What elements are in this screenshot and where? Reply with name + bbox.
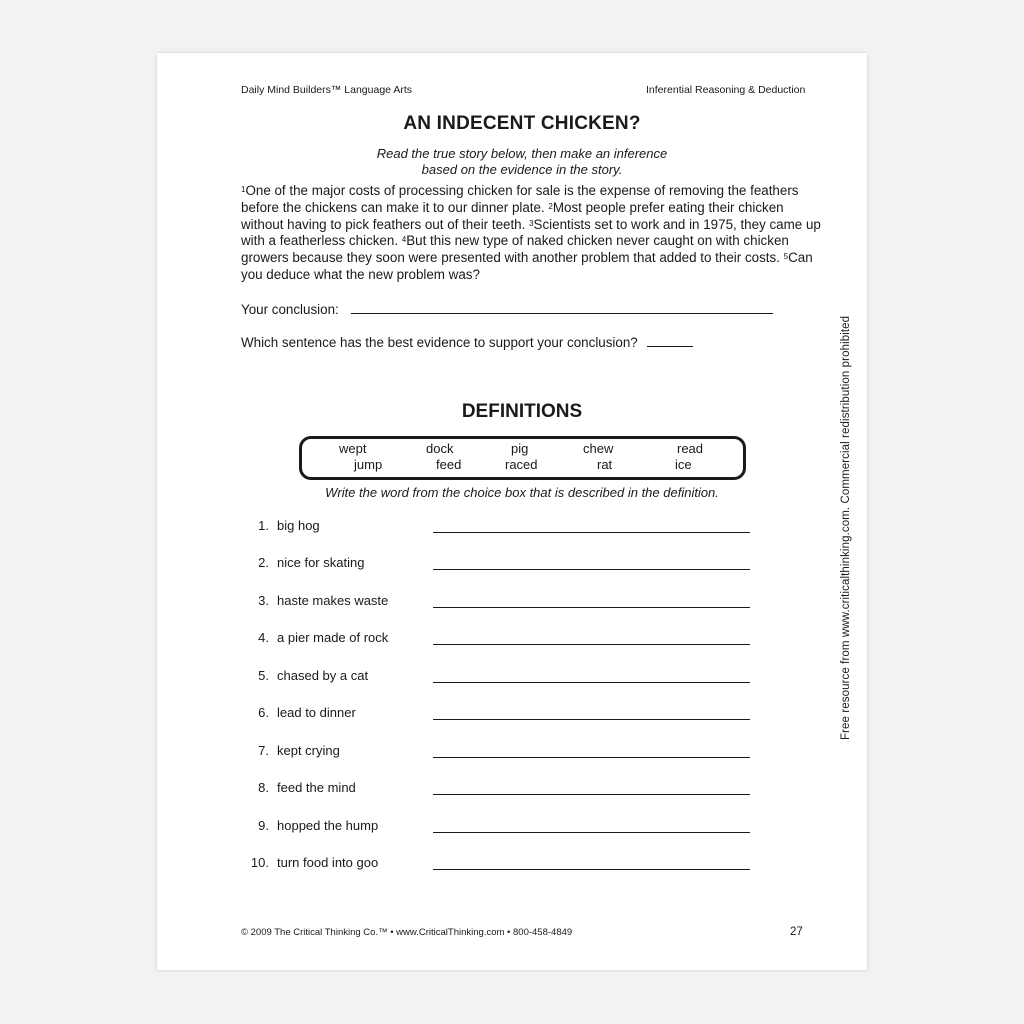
- sentence-number: 2: [548, 201, 553, 211]
- choice-word: ice: [675, 457, 692, 472]
- item-definition: a pier made of rock: [277, 630, 389, 645]
- choice-word: dock: [426, 441, 454, 456]
- story-sentence: Scientists set to work and in 1975, they came up with a featherless chicken.: [241, 216, 821, 249]
- sentence-number: 3: [529, 218, 534, 228]
- header-left: Daily Mind Builders™ Language Arts: [241, 84, 413, 96]
- definitions-instruction: Write the word from the choice box that is described in the definition.: [325, 485, 719, 500]
- item-number: 8.: [258, 780, 269, 795]
- worksheet-page: [157, 53, 867, 970]
- sentence-number: 4: [401, 235, 407, 245]
- side-note: Free resource from www.criticalthinking.com. Commercial redistribution prohibited: [840, 315, 852, 740]
- story-sentence: Most people prefer eating their chicken without having to pick feathers out of their teeth.: [241, 199, 784, 232]
- choice-word: pig: [511, 441, 529, 456]
- story-sentence: Can you deduce what the new problem was?: [241, 250, 813, 282]
- item-definition: big hog: [277, 518, 320, 533]
- item-definition: turn food into goo: [277, 855, 379, 870]
- instruction-line-1: Read the true story below, then make an inference: [376, 146, 668, 161]
- choice-word: read: [677, 441, 704, 456]
- conclusion-label: Your conclusion:: [241, 302, 339, 317]
- conclusion-answer-line[interactable]: [351, 300, 773, 314]
- choice-word: feed: [436, 457, 462, 472]
- definitions-title: DEFINITIONS: [461, 401, 583, 422]
- item-definition: hopped the hump: [277, 818, 379, 833]
- item-answer-line[interactable]: [433, 532, 750, 533]
- item-definition: nice for skating: [277, 555, 365, 570]
- item-definition: lead to dinner: [277, 705, 356, 720]
- item-number: 4.: [258, 630, 269, 645]
- page-title: AN INDECENT CHICKEN?: [403, 113, 641, 134]
- evidence-label: Which sentence has the best evidence to support your conclusion?: [241, 335, 638, 350]
- item-number: 9.: [258, 818, 269, 833]
- item-definition: haste makes waste: [277, 593, 389, 608]
- item-answer-line[interactable]: [433, 569, 750, 570]
- choice-box: [299, 436, 746, 480]
- choice-word: chew: [583, 441, 614, 456]
- choice-word: jump: [354, 457, 383, 472]
- item-answer-line[interactable]: [433, 607, 750, 608]
- instruction-line-2: based on the evidence in the story.: [421, 162, 623, 177]
- item-answer-line[interactable]: [433, 644, 750, 645]
- item-number: 10.: [250, 855, 269, 870]
- item-number: 6.: [258, 705, 269, 720]
- item-definition: chased by a cat: [277, 668, 369, 683]
- choice-word: wept: [339, 441, 367, 456]
- item-answer-line[interactable]: [433, 832, 750, 833]
- item-answer-line[interactable]: [433, 869, 750, 870]
- item-definition: kept crying: [277, 743, 340, 758]
- item-answer-line[interactable]: [433, 794, 750, 795]
- sentence-number: 1: [241, 185, 246, 194]
- item-number: 2.: [258, 555, 269, 570]
- story-paragraph: [241, 183, 821, 284]
- story-sentence: But this new type of naked chicken never caught on with chicken growers because they soon were presented with another problem that added to their costs.: [241, 233, 789, 266]
- item-number: 7.: [258, 743, 269, 758]
- item-number: 3.: [258, 593, 269, 608]
- page-number: 27: [790, 926, 803, 938]
- item-definition: feed the mind: [277, 780, 356, 795]
- footer-copyright: © 2009 The Critical Thinking Co.™ • www.CriticalThinking.com • 800-458-4849: [241, 927, 573, 938]
- header-right: Inferential Reasoning & Deduction: [646, 84, 806, 96]
- item-answer-line[interactable]: [433, 757, 750, 758]
- story-sentence: One of the major costs of processing chicken for sale is the expense of removing the feathers before the chickens can make it to our dinner plate.: [241, 183, 799, 215]
- item-number: 5.: [258, 668, 269, 683]
- item-answer-line[interactable]: [433, 682, 750, 683]
- choice-word: raced: [505, 457, 538, 472]
- item-answer-line[interactable]: [433, 719, 750, 720]
- item-number: 1.: [258, 518, 269, 533]
- sentence-number: 5: [783, 252, 789, 262]
- evidence-row: [241, 333, 693, 350]
- choice-word: rat: [597, 457, 613, 472]
- evidence-answer-line[interactable]: [647, 333, 693, 347]
- conclusion-row: [241, 300, 773, 317]
